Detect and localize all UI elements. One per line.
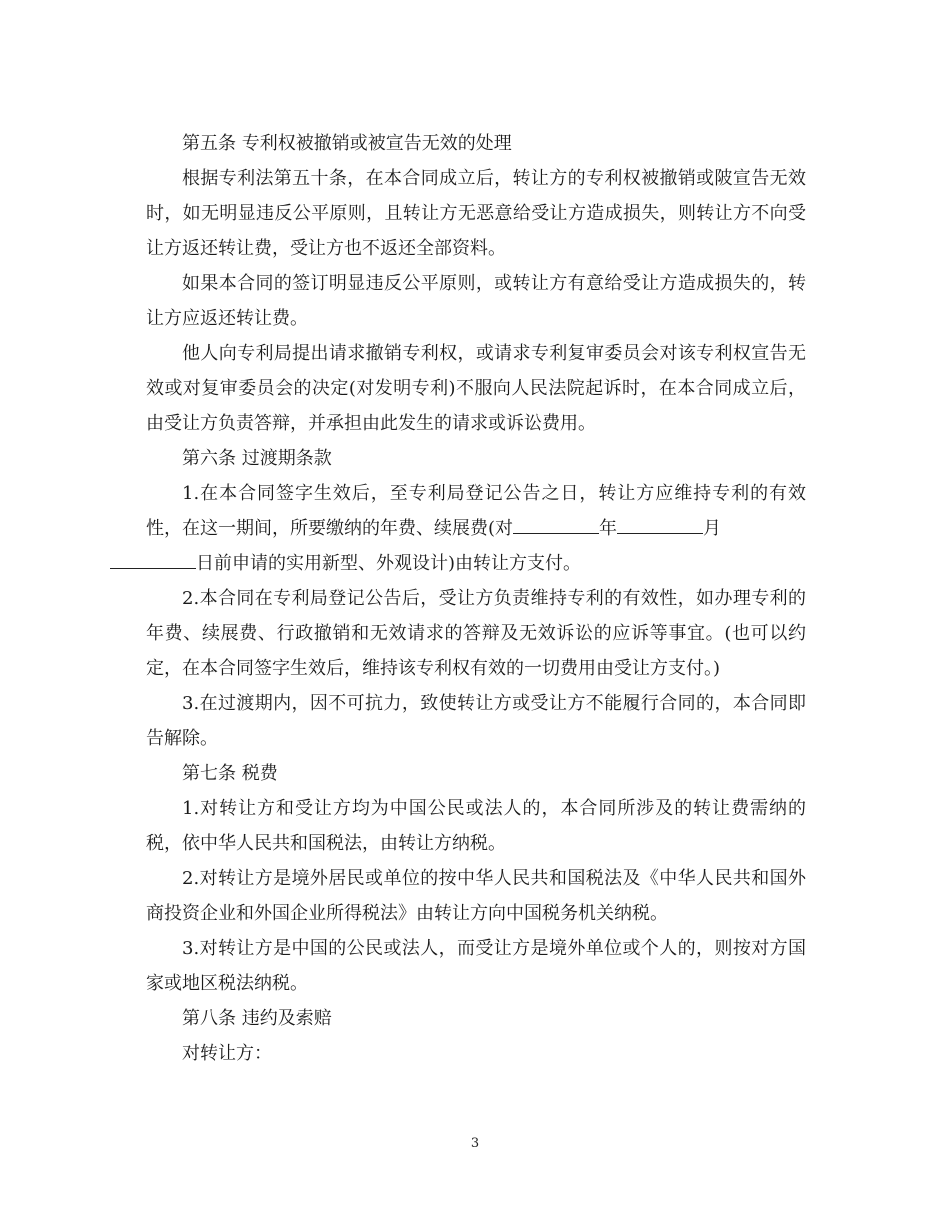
fill-blank-month bbox=[617, 517, 703, 534]
paragraph-text: 日前申请的实用新型、外观设计)由转让方支付。 bbox=[196, 553, 582, 574]
document-body bbox=[146, 126, 806, 1071]
month-label: 月 bbox=[703, 518, 722, 539]
clause-heading: 第五条 专利权被撤销或被宣告无效的处理 bbox=[182, 133, 512, 154]
paragraph: 3.对转让方是中国的公民或法人，而受让方是境外单位或个人的，则按对方国家或地区税法纳税。 bbox=[146, 938, 806, 994]
year-label: 年 bbox=[599, 518, 618, 539]
paragraph: 对转让方： bbox=[182, 1043, 272, 1064]
paragraph: 2.本合同在专利局登记公告后，受让方负责维持专利的有效性，如办理专利的年费、续展费、行政撤销和无效请求的答辩及无效诉讼的应诉等事宜。(也可以约定，在本合同签字生效后，维持该专利权有效的一切费用由受让方支付。) bbox=[146, 588, 806, 679]
paragraph: 他人向专利局提出请求撤销专利权，或请求专利复审委员会对该专利权宣告无效或对复审委员会的决定(对发明专利)不服向人民法院起诉时，在本合同成立后，由受让方负责答辩，并承担由此发生的请求或诉讼费用。 bbox=[146, 343, 806, 434]
paragraph: 2.对转让方是境外居民或单位的按中华人民共和国税法及《中华人民共和国外商投资企业和外国企业所得税法》由转让方向中国税务机关纳税。 bbox=[146, 868, 806, 924]
paragraph: 3.在过渡期内，因不可抗力，致使转让方或受让方不能履行合同的，本合同即告解除。 bbox=[146, 693, 806, 749]
clause-heading: 第七条 税费 bbox=[182, 763, 278, 784]
fill-blank-day bbox=[110, 552, 196, 569]
paragraph-with-blanks bbox=[146, 476, 806, 581]
fill-blank-year bbox=[513, 517, 599, 534]
paragraph-text: 1.在本合同签字生效后，至专利局登记公告之日，转让方应维持专利的有效性，在这一期间，所要缴纳的年费、续展费(对 bbox=[146, 483, 806, 539]
paragraph: 根据专利法第五十条，在本合同成立后，转让方的专利权被撤销或陂宣告无效时，如无明显违反公平原则，且转让方无恶意给受让方造成损失，则转让方不向受让方返还转让费，受让方也不返还全部资料。 bbox=[146, 168, 806, 259]
clause-heading: 第八条 违约及索赔 bbox=[182, 1008, 332, 1029]
clause-heading: 第六条 过渡期条款 bbox=[182, 448, 332, 469]
paragraph: 如果本合同的签订明显违反公平原则，或转让方有意给受让方造成损失的，转让方应返还转让费。 bbox=[146, 273, 806, 329]
page-number: 3 bbox=[470, 1136, 480, 1151]
paragraph: 1.对转让方和受让方均为中国公民或法人的，本合同所涉及的转让费需纳的税，依中华人民共和国税法，由转让方纳税。 bbox=[146, 798, 806, 854]
